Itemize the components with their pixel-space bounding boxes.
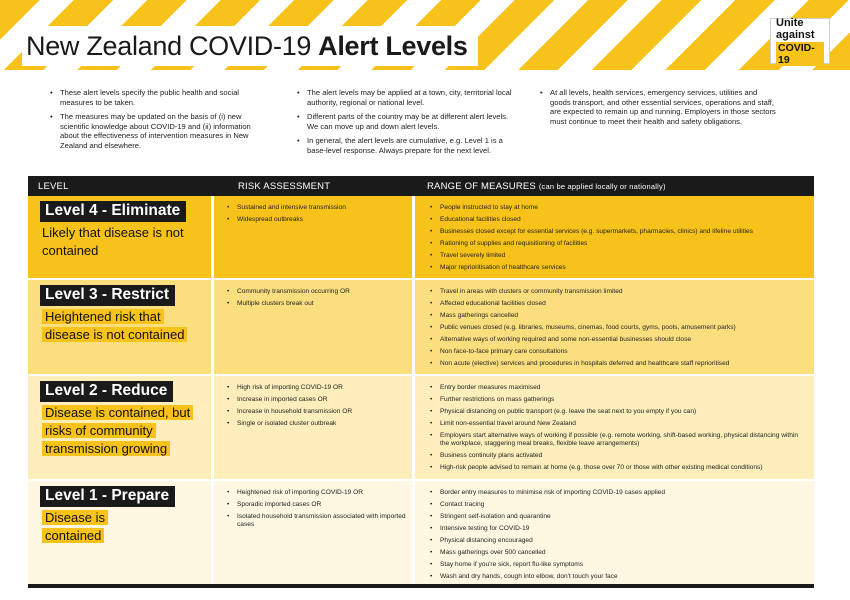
- level-subtitle: [42, 509, 132, 545]
- list-item: • Public venues closed (e.g. libraries, museums, cinemas, food courts, gyms, pools, amusement parks): [429, 324, 808, 332]
- list-item: • Heightened risk of importing COVID-19 OR: [226, 489, 406, 497]
- list-item: • Mass gatherings cancelled: [429, 312, 808, 320]
- level-title: Level 3 - Restrict: [40, 285, 175, 306]
- intro-bullet: • Different parts of the country may be at different alert levels. We can move up and down alert levels.: [295, 112, 513, 131]
- measures-list: [429, 288, 808, 372]
- level-title: Level 2 - Reduce: [40, 381, 173, 402]
- risk-cell: [214, 196, 412, 278]
- list-item: • Travel in areas with clusters or community transmission limited: [429, 288, 808, 296]
- level-subtitle: [42, 308, 207, 344]
- list-item: • Increase in imported cases OR: [226, 396, 406, 404]
- list-item: • Business continuity plans activated: [429, 452, 808, 460]
- list-item: • Travel severely limited: [429, 252, 808, 260]
- level-subtitle-text: Likely that disease is not contained: [42, 225, 184, 258]
- intro-bullet: • At all levels, health services, emergency services, utilities and goods transport, and other essential services, operations and staff, are expected to remain up and running. Employers in those sectors must continue to meet their health and safety obligations.: [538, 88, 778, 126]
- list-item: • Community transmission occurring OR: [226, 288, 406, 296]
- list-item: • Entry border measures maximised: [429, 384, 808, 392]
- unite-against-covid-logo: [770, 18, 830, 64]
- level-subtitle: [42, 404, 207, 458]
- list-item: • Single or isolated cluster outbreak: [226, 420, 406, 428]
- intro-column-1: [48, 88, 266, 155]
- level-1-row: [28, 481, 814, 584]
- title-bold: Alert Levels: [318, 30, 468, 61]
- table-bottom-rule: [28, 584, 814, 588]
- measures-cell: [415, 280, 814, 374]
- list-item: • Isolated household transmission associated with imported cases: [226, 513, 406, 529]
- measures-list: [429, 489, 808, 585]
- intro-column-2: [295, 88, 513, 160]
- list-item: • Businesses closed except for essential services (e.g. supermarkets, pharmacies, clinics) and lifeline utilities: [429, 228, 808, 236]
- level-4-row: [28, 196, 814, 278]
- logo-line-1: Unite: [776, 16, 804, 29]
- list-item: • Mass gatherings over 500 cancelled: [429, 549, 808, 557]
- level-cell: [28, 376, 211, 479]
- list-item: • Rationing of supplies and requisitioning of facilities: [429, 240, 808, 248]
- intro-section: [0, 88, 850, 176]
- risk-list: [226, 204, 406, 228]
- header-range-note: (can be applied locally or nationally): [538, 182, 666, 191]
- measures-cell: [415, 481, 814, 584]
- list-item: • Affected educational facilities closed: [429, 300, 808, 308]
- list-item: • Widespread outbreaks: [226, 216, 406, 224]
- level-title: Level 4 - Eliminate: [40, 201, 186, 222]
- list-item: • Stringent self-isolation and quarantine: [429, 513, 808, 521]
- list-item: • Employers start alternative ways of working if possible (e.g. remote working, shift-based working, physical distancing within the workplace, staggering meal breaks, flexible leave arrangements): [429, 432, 808, 448]
- risk-list: [226, 288, 406, 312]
- intro-bullet: • In general, the alert levels are cumulative, e.g. Level 1 is a base-level response. Always prepare for the next level.: [295, 136, 513, 155]
- list-item: • Educational facilities closed: [429, 216, 808, 224]
- risk-cell: [214, 481, 412, 584]
- intro-bullet: • The measures may be updated on the basis of (i) new scientific knowledge about COVID-19 and (ii) information about the effectiveness of intervention measures in New Zealand and elsewhere.: [48, 112, 266, 150]
- title-regular: New Zealand COVID-19: [26, 30, 312, 61]
- list-item: • Further restrictions on mass gatherings: [429, 396, 808, 404]
- list-item: • Sustained and intensive transmission: [226, 204, 406, 212]
- list-item: • Physical distancing encouraged: [429, 537, 808, 545]
- header-range-label: RANGE OF MEASURES: [427, 181, 536, 192]
- list-item: • Wash and dry hands, cough into elbow, don't touch your face: [429, 573, 808, 581]
- level-subtitle: [42, 224, 207, 260]
- risk-cell: [214, 280, 412, 374]
- list-item: • Stay home if you're sick, report flu-like symptoms: [429, 561, 808, 569]
- list-item: • Increase in household transmission OR: [226, 408, 406, 416]
- list-item: • Intensive testing for COVID-19: [429, 525, 808, 533]
- list-item: • People instructed to stay at home: [429, 204, 808, 212]
- level-cell: [28, 280, 211, 374]
- list-item: • Major reprioritisation of healthcare services: [429, 264, 808, 272]
- list-item: • Physical distancing on public transport (e.g. leave the seat next to you empty if you can): [429, 408, 808, 416]
- risk-cell: [214, 376, 412, 479]
- list-item: • Limit non-essential travel around New Zealand: [429, 420, 808, 428]
- logo-line-2: against: [776, 28, 815, 41]
- header-risk-assessment: RISK ASSESSMENT: [238, 181, 331, 192]
- intro-bullet: • The alert levels may be applied at a town, city, territorial local authority, regional or national level.: [295, 88, 513, 107]
- level-subtitle-text: Heightened risk that disease is not contained: [42, 309, 187, 342]
- level-3-row: [28, 280, 814, 374]
- list-item: • Sporadic imported cases OR: [226, 501, 406, 509]
- list-item: • Alternative ways of working required and some non-essential businesses should close: [429, 336, 808, 344]
- measures-list: [429, 204, 808, 276]
- risk-list: [226, 489, 406, 533]
- intro-bullet: • These alert levels specify the public health and social measures to be taken.: [48, 88, 266, 107]
- level-title: Level 1 - Prepare: [40, 486, 175, 507]
- list-item: • Non acute (elective) services and procedures in hospitals deferred and healthcare staff reprioritised: [429, 360, 808, 368]
- risk-list: [226, 384, 406, 432]
- alert-levels-table: [28, 176, 814, 588]
- level-2-row: [28, 376, 814, 479]
- table-header: [28, 176, 814, 196]
- list-item: • Multiple clusters break out: [226, 300, 406, 308]
- page-title: [22, 26, 478, 66]
- list-item: • High risk of importing COVID-19 OR: [226, 384, 406, 392]
- level-subtitle-text: Disease is contained: [42, 510, 108, 543]
- list-item: • Non face-to-face primary care consultations: [429, 348, 808, 356]
- measures-list: [429, 384, 808, 476]
- level-cell: [28, 481, 211, 584]
- measures-cell: [415, 196, 814, 278]
- intro-column-3: [538, 88, 778, 131]
- measures-cell: [415, 376, 814, 479]
- list-item: • High-risk people advised to remain at home (e.g. those over 70 or those with other existing medical conditions): [429, 464, 808, 472]
- logo-line-3: COVID-19: [776, 42, 824, 66]
- level-cell: [28, 196, 211, 278]
- header-range-of-measures: [427, 181, 666, 192]
- list-item: • Border entry measures to minimise risk of importing COVID-19 cases applied: [429, 489, 808, 497]
- header-level: LEVEL: [38, 181, 69, 192]
- level-subtitle-text: Disease is contained, but risks of community transmission growing: [42, 405, 193, 456]
- list-item: • Contact tracing: [429, 501, 808, 509]
